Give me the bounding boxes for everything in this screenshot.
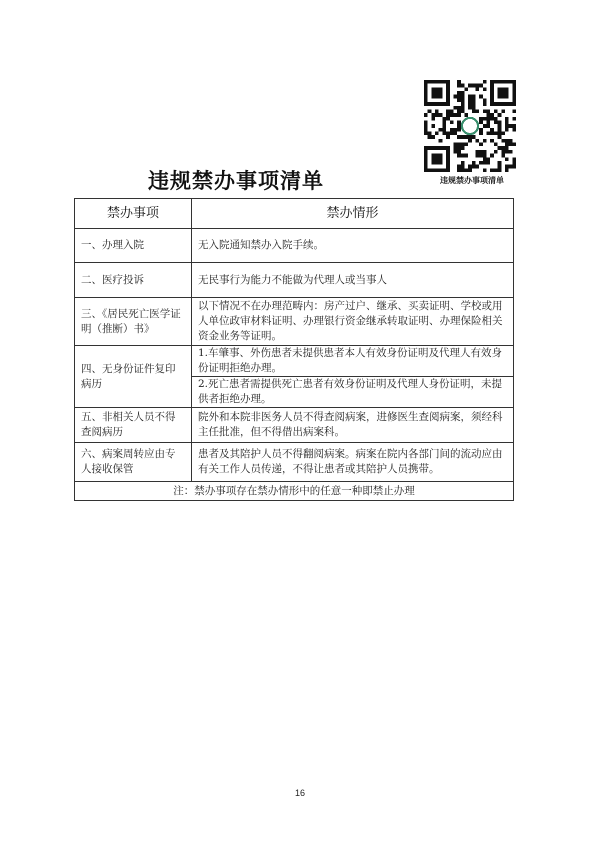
qr-code bbox=[424, 80, 516, 172]
table-row bbox=[75, 443, 514, 482]
document-title: 违规禁办事项清单 bbox=[148, 169, 324, 193]
row-item: 四、无身份证件复印病历 bbox=[75, 346, 192, 408]
table-note: 注：禁办事项存在禁办情形中的任意一种即禁止办理 bbox=[75, 482, 514, 501]
header-situation: 禁办情形 bbox=[192, 199, 514, 229]
qr-caption: 违规禁办事项清单 bbox=[440, 176, 504, 185]
row-detail: 无入院通知禁办入院手续。 bbox=[192, 229, 514, 263]
row-detail: 院外和本院非医务人员不得查阅病案，进修医生查阅病案，须经科主任批准，但不得借出病案科。 bbox=[192, 408, 514, 443]
row-detail: 患者及其陪护人员不得翻阅病案。病案在院内各部门间的流动应由有关工作人员传递，不得让患者或其陪护人员携带。 bbox=[192, 443, 514, 482]
row-detail: 1.车肇事、外伤患者未提供患者本人有效身份证明及代理人有效身份证明拒绝办理。 bbox=[192, 346, 514, 377]
row-item: 六、病案周转应由专人接收保管 bbox=[75, 443, 192, 482]
row-item: 三、《居民死亡医学证明（推断）书》 bbox=[75, 298, 192, 346]
table-note-row bbox=[75, 482, 514, 501]
table-row bbox=[75, 229, 514, 263]
page-number: 16 bbox=[294, 788, 305, 798]
table-row bbox=[75, 408, 514, 443]
prohibited-items-table bbox=[74, 198, 514, 501]
row-detail: 以下情况不在办理范畴内：房产过户、继承、买卖证明、学校或用人单位政审材料证明、办理银行资金继承转取证明、办理保险相关资金业务等证明。 bbox=[192, 298, 514, 346]
table-header-row bbox=[75, 199, 514, 229]
table-row bbox=[75, 263, 514, 298]
row-item: 二、医疗投诉 bbox=[75, 263, 192, 298]
table-row bbox=[75, 298, 514, 346]
row-item: 一、办理入院 bbox=[75, 229, 192, 263]
row-detail: 2.死亡患者需提供死亡患者有效身份证明及代理人身份证明，未提供者拒绝办理。 bbox=[192, 377, 514, 408]
qr-code-icon bbox=[424, 80, 516, 172]
table-row bbox=[75, 346, 514, 377]
row-detail: 无民事行为能力不能做为代理人或当事人 bbox=[192, 263, 514, 298]
header-item: 禁办事项 bbox=[75, 199, 192, 229]
row-item: 五、非相关人员不得查阅病历 bbox=[75, 408, 192, 443]
